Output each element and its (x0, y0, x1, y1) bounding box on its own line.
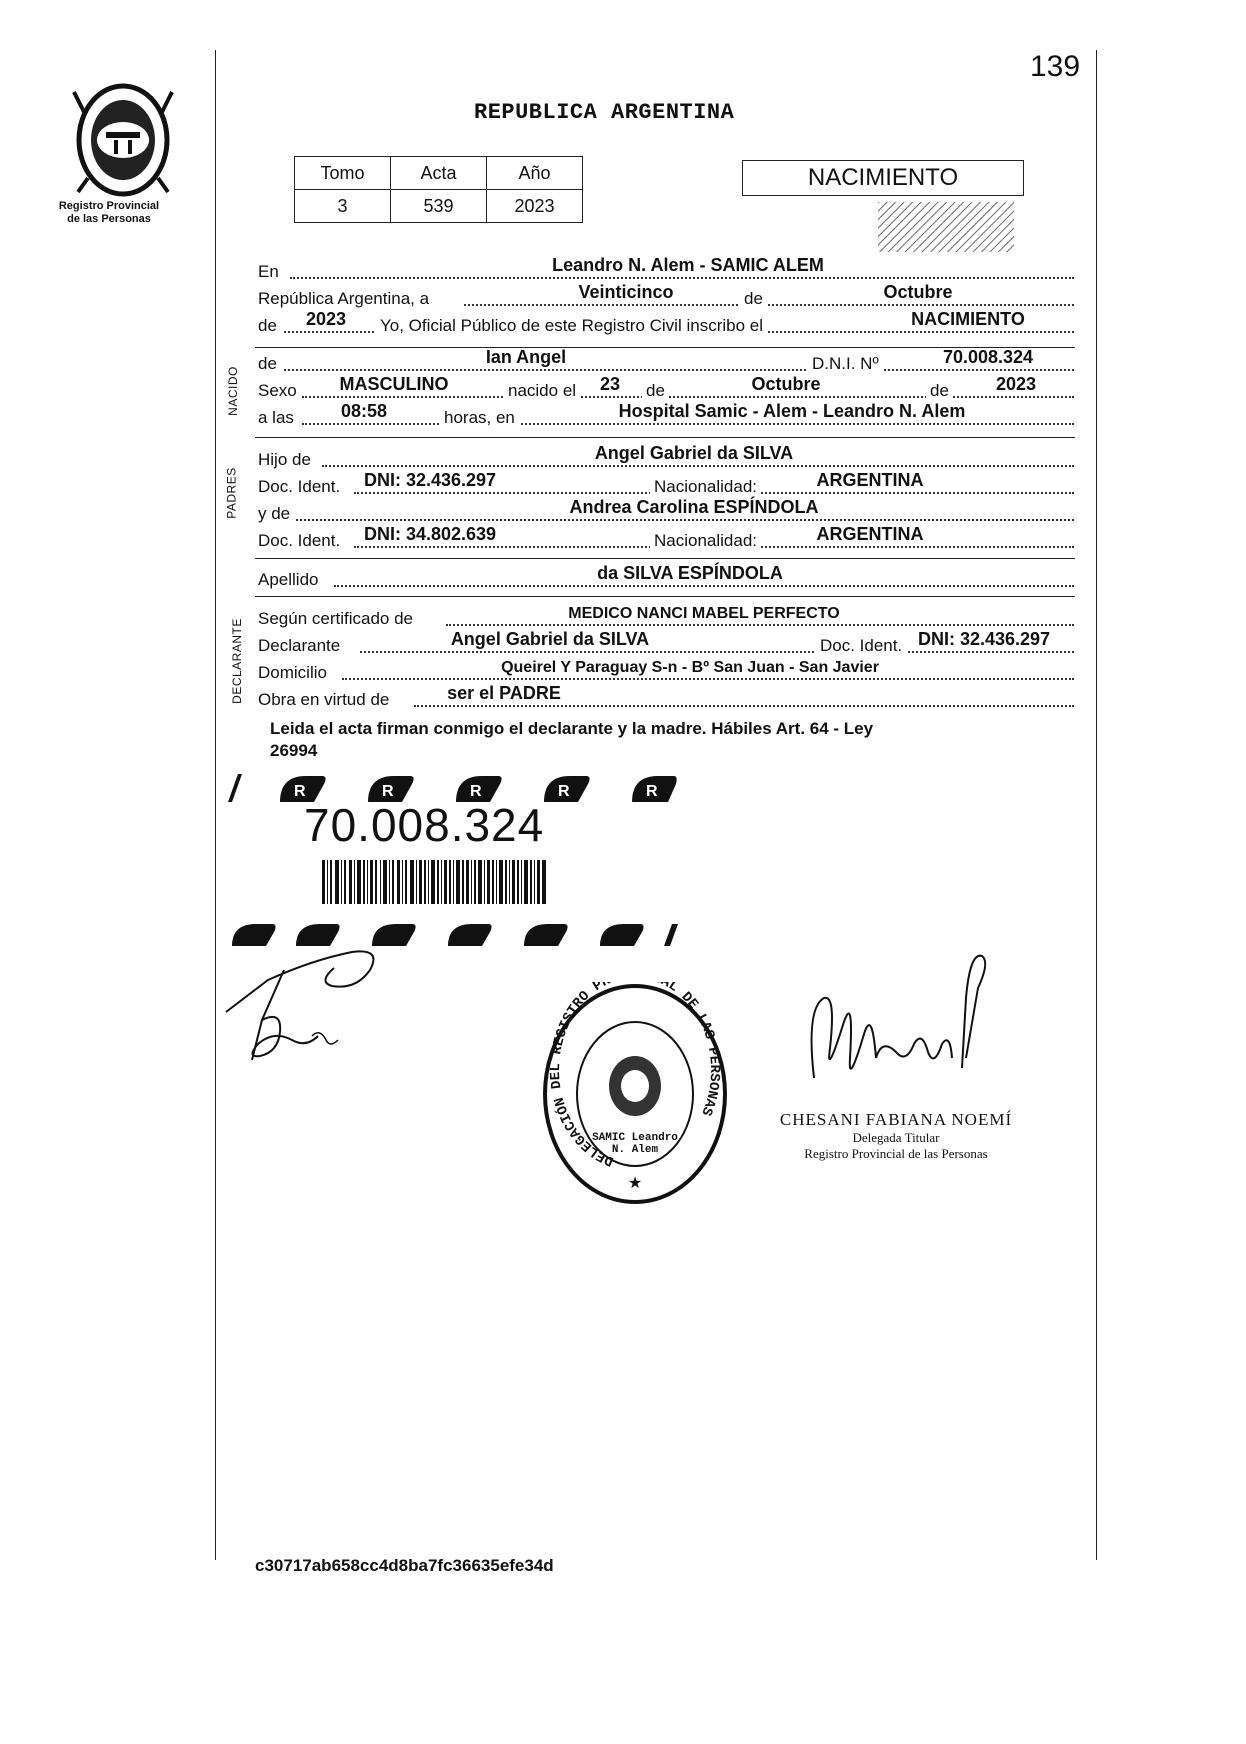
value-father-nationality: ARGENTINA (816, 470, 924, 490)
official-name (766, 1110, 1026, 1162)
security-hologram (878, 202, 1014, 252)
section-label-padres: PADRES (224, 467, 239, 519)
value-declarante-doc: DNI: 32.436.297 (917, 629, 1051, 649)
label-republica: República Argentina, a (258, 289, 430, 308)
label-domicilio: Domicilio (258, 663, 327, 682)
label-y-de: y de (258, 504, 291, 523)
official-signature (806, 948, 1006, 1108)
separator (255, 558, 1075, 559)
row-obra (258, 683, 1074, 710)
value-obra: ser el PADRE (447, 683, 561, 703)
closing-line-1: Leida el acta firman conmigo el declarante y la madre. Hábiles Art. 64 - Ley (270, 719, 874, 738)
value-apellido: da SILVA ESPÍNDOLA (597, 563, 783, 583)
row-mother-doc (258, 524, 1074, 551)
svg-text:R: R (294, 783, 306, 800)
table-value-acta: 539 (391, 190, 487, 223)
label-segun-certificado: Según certificado de (258, 609, 413, 628)
label-nacionalidad: Nacionalidad: (650, 531, 761, 551)
dotted-line (290, 277, 1074, 279)
closing-line-2: 26994 (270, 741, 318, 760)
official-role: Delegada Titular (852, 1130, 940, 1145)
row-apellido (258, 563, 1074, 590)
value-mother-nationality: ARGENTINA (816, 524, 924, 544)
row-sexo (258, 374, 1074, 401)
table-header-tomo: Tomo (295, 157, 391, 190)
official-org: Registro Provincial de las Personas (804, 1146, 988, 1161)
row-child-name (258, 347, 1074, 374)
value-certificado: MEDICO NANCI MABEL PERFECTO (568, 605, 840, 622)
table-value-ano: 2023 (487, 190, 583, 223)
value-father-name: Angel Gabriel da SILVA (594, 443, 794, 463)
dotted-line (284, 369, 1074, 371)
label-doc-ident: Doc. Ident. (258, 531, 341, 550)
page-title: REPUBLICA ARGENTINA (474, 100, 735, 125)
svg-text:R: R (646, 783, 658, 800)
separator (255, 437, 1075, 438)
row-declarante (258, 629, 1074, 656)
dotted-line (342, 678, 1074, 680)
dotted-line (464, 304, 1074, 306)
row-segun (258, 605, 1074, 629)
dotted-line (414, 705, 1074, 707)
row-mother (258, 497, 1074, 524)
label-de2: de (258, 316, 277, 335)
section-label-declarante: DECLARANTE (229, 618, 244, 704)
value-birth-day: 23 (599, 374, 621, 394)
label-en: En (258, 262, 279, 281)
act-type-box: NACIMIENTO (742, 160, 1024, 196)
separator (255, 596, 1075, 597)
row-father (258, 443, 1074, 470)
label-de: de (258, 354, 277, 373)
svg-text:R: R (382, 783, 394, 800)
dotted-line (334, 585, 1074, 587)
value-year: 2023 (305, 309, 347, 329)
value-place: Leandro N. Alem - SAMIC ALEM (552, 255, 824, 275)
row-father-doc (258, 470, 1074, 497)
svg-text:R: R (470, 783, 482, 800)
value-father-doc: DNI: 32.436.297 (363, 470, 497, 490)
label-sexo: Sexo (258, 381, 297, 400)
dotted-line (446, 624, 1074, 626)
dotted-line (360, 651, 1074, 653)
svg-text:★: ★ (627, 1175, 643, 1192)
value-child-name: Ian Angel (485, 347, 567, 367)
tomo-acta-ano-table (294, 156, 583, 223)
stamp-dni-number: 70.008.324 (304, 799, 545, 851)
province-logo (68, 82, 178, 200)
left-margin-line (215, 50, 216, 1560)
label-de: de (642, 381, 669, 401)
label-dni: D.N.I. Nº (808, 354, 883, 374)
table-value-tomo: 3 (295, 190, 391, 223)
dotted-line (302, 396, 1074, 398)
row-domicilio (258, 659, 1074, 683)
document-hash: c30717ab658cc4d8ba7fc36635efe34d (255, 1556, 554, 1575)
value-domicilio: Queirel Y Paraguay S-n - Bº San Juan - San Javier (501, 659, 879, 676)
svg-text:R: R (558, 783, 570, 800)
label-yo: Yo, Oficial Público de este Registro Civil inscribo el (376, 316, 767, 336)
official-seal (540, 982, 730, 1206)
label-nacido-el: nacido el (504, 381, 580, 401)
value-dni: 70.008.324 (942, 347, 1034, 367)
value-mother-name: Andrea Carolina ESPÍNDOLA (569, 497, 819, 517)
row-hora (258, 401, 1074, 428)
label-horas-en: horas, en (440, 408, 519, 428)
dotted-line (296, 519, 1074, 521)
seal-ring-text: DELEGACIÓN DEL REGISTRO P AL DE LAS PERSONAS (547, 982, 723, 1169)
table-header-ano: Año (487, 157, 583, 190)
value-birth-year: 2023 (995, 374, 1037, 394)
dotted-line (302, 423, 1074, 425)
barcode (322, 860, 546, 904)
row-republica (258, 282, 1074, 309)
value-sexo: MASCULINO (339, 374, 449, 394)
row-en (258, 255, 1074, 282)
value-act-type: NACIMIENTO (911, 309, 1025, 329)
page-number: 139 (1030, 50, 1081, 83)
label-de: de (926, 381, 953, 401)
value-birth-month: Octubre (751, 374, 821, 394)
official-name-text: CHESANI FABIANA NOEMÍ (779, 1110, 1013, 1129)
logo-caption: Registro Provincial de las Personas (58, 200, 160, 225)
label-doc-ident: Doc. Ident. (816, 636, 906, 656)
value-day: Veinticinco (578, 282, 674, 302)
value-declarante: Angel Gabriel da SILVA (450, 629, 650, 649)
label-de: de (740, 289, 767, 309)
label-apellido: Apellido (258, 570, 319, 589)
label-declarante: Declarante (258, 636, 341, 655)
label-a-las: a las (258, 408, 294, 427)
label-hijo-de: Hijo de (258, 450, 311, 469)
table-header-acta: Acta (391, 157, 487, 190)
closing-text (270, 718, 1070, 762)
label-nacionalidad: Nacionalidad: (650, 477, 761, 497)
value-month: Octubre (883, 282, 953, 302)
row-year (258, 309, 1074, 336)
seal-inner-text: SAMIC Leandro N. Alem (592, 1132, 678, 1156)
section-label-nacido: NACIDO (225, 366, 240, 416)
declarant-signature (222, 940, 412, 1070)
right-margin-line (1096, 50, 1097, 1560)
value-time: 08:58 (340, 401, 388, 421)
label-doc-ident: Doc. Ident. (258, 477, 341, 496)
value-birth-place: Hospital Samic - Alem - Leandro N. Alem (618, 401, 966, 421)
label-obra-en-virtud: Obra en virtud de (258, 690, 390, 709)
value-mother-doc: DNI: 34.802.639 (363, 524, 497, 544)
dotted-line (322, 465, 1074, 467)
